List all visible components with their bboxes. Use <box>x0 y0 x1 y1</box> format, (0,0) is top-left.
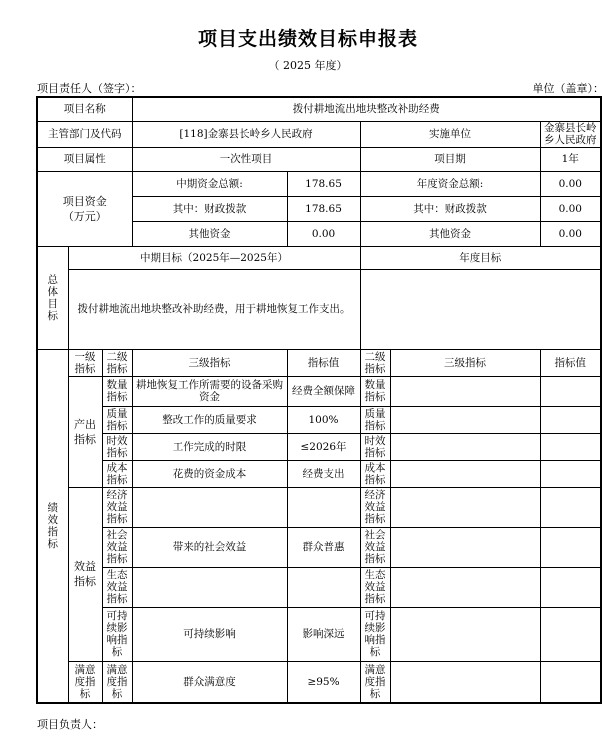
right-value-cell <box>540 433 601 460</box>
right-l2-cell: 社会效益指标 <box>360 527 390 567</box>
col-l1-header: 一级指标 <box>68 349 102 376</box>
l2-cell: 时效指标 <box>102 433 132 460</box>
value-cell: 经费全额保障 <box>287 376 360 406</box>
form-title: 项目支出绩效目标申报表 <box>197 28 418 50</box>
mid-total-value: 178.65 <box>287 171 360 196</box>
attr-label: 项目属性 <box>37 147 132 171</box>
col-l2-header: 二级指标 <box>102 349 132 376</box>
impl-unit-label: 实施单位 <box>360 121 540 147</box>
right-l3-cell <box>390 460 540 487</box>
right-l2-cell: 满意度指标 <box>360 661 390 703</box>
year-value: 2025 <box>283 59 311 72</box>
right-l3-cell <box>390 406 540 433</box>
right-value-cell <box>540 607 601 661</box>
value-cell: ≤2026年 <box>287 433 360 460</box>
year-total-label: 年度资金总额: <box>360 171 540 196</box>
l2-cell: 质量指标 <box>102 406 132 433</box>
right-l3-cell <box>390 433 540 460</box>
right-l2-cell: 数量指标 <box>360 376 390 406</box>
col-l3-header-right: 三级指标 <box>390 349 540 376</box>
period-label: 项目期 <box>360 147 540 171</box>
right-l3-cell <box>390 607 540 661</box>
l2-cell: 数量指标 <box>102 376 132 406</box>
right-l3-cell <box>390 376 540 406</box>
l2-cell: 成本指标 <box>102 460 132 487</box>
right-value-cell <box>540 527 601 567</box>
satisfaction-indicator-label: 满意度指标 <box>68 661 102 703</box>
l2-cell: 满意度指标 <box>102 661 132 703</box>
right-l3-cell <box>390 661 540 703</box>
l3-cell: 带来的社会效益 <box>132 527 287 567</box>
value-cell: 经费支出 <box>287 460 360 487</box>
mid-fiscal-value: 178.65 <box>287 196 360 221</box>
col-l2-header-right: 二级指标 <box>360 349 390 376</box>
year-other-value: 0.00 <box>540 221 601 246</box>
right-l2-cell: 质量指标 <box>360 406 390 433</box>
l2-cell: 经济效益指标 <box>102 487 132 527</box>
performance-form-table <box>36 96 602 704</box>
year-goal-header: 年度目标 <box>360 246 601 269</box>
mid-goal-header: 中期目标（2025年—2025年） <box>68 246 360 269</box>
value-cell: ≥95% <box>287 661 360 703</box>
l3-cell: 整改工作的质量要求 <box>132 406 287 433</box>
l2-cell: 社会效益指标 <box>102 527 132 567</box>
year-line <box>0 57 616 73</box>
l3-cell: 可持续影响 <box>132 607 287 661</box>
right-value-cell <box>540 376 601 406</box>
right-value-cell <box>540 661 601 703</box>
right-l2-cell: 经济效益指标 <box>360 487 390 527</box>
right-l2-cell: 可持续影响指标 <box>360 607 390 661</box>
right-l2-cell: 成本指标 <box>360 460 390 487</box>
value-cell: 影响深远 <box>287 607 360 661</box>
l2-cell: 可持续影响指标 <box>102 607 132 661</box>
l3-cell: 群众满意度 <box>132 661 287 703</box>
attr-value: 一次性项目 <box>132 147 360 171</box>
mid-fiscal-label: 其中：财政拨款 <box>132 196 287 221</box>
mid-other-value: 0.00 <box>287 221 360 246</box>
col-value-header: 指标值 <box>287 349 360 376</box>
right-l2-cell: 生态效益指标 <box>360 567 390 607</box>
right-l3-cell <box>390 527 540 567</box>
right-value-cell <box>540 487 601 527</box>
right-l3-cell <box>390 487 540 527</box>
year-open: （ <box>268 59 280 72</box>
dept-label: 主管部门及代码 <box>37 121 132 147</box>
year-fiscal-label: 其中：财政拨款 <box>360 196 540 221</box>
value-cell: 100% <box>287 406 360 433</box>
responsible-label: 项目责任人（签字）： <box>37 82 142 95</box>
col-l3-header: 三级指标 <box>132 349 287 376</box>
value-cell: 群众普惠 <box>287 527 360 567</box>
period-value: 1年 <box>540 147 601 171</box>
unit-seal-label: 单位（盖章）： <box>532 82 604 95</box>
l3-cell <box>132 567 287 607</box>
l2-cell: 生态效益指标 <box>102 567 132 607</box>
year-close: 年度） <box>314 59 348 72</box>
year-goal-text <box>360 269 601 349</box>
value-cell <box>287 487 360 527</box>
overall-goal-label: 总体目标 <box>37 246 68 349</box>
benefit-indicator-label: 效益指标 <box>68 487 102 661</box>
mid-total-label: 中期资金总额: <box>132 171 287 196</box>
project-name-label: 项目名称 <box>37 97 132 121</box>
value-cell <box>287 567 360 607</box>
col-value-header-right: 指标值 <box>540 349 601 376</box>
funds-label: 项目资金（万元） <box>37 171 132 246</box>
project-owner-label: 项目负责人： <box>37 718 103 731</box>
mid-goal-text: 拨付耕地流出地块整改补助经费，用于耕地恢复工作支出。 <box>68 269 360 349</box>
year-total-value: 0.00 <box>540 171 601 196</box>
l3-cell: 工作完成的时限 <box>132 433 287 460</box>
right-value-cell <box>540 567 601 607</box>
right-l2-cell: 时效指标 <box>360 433 390 460</box>
year-fiscal-value: 0.00 <box>540 196 601 221</box>
project-name-value: 拨付耕地流出地块整改补助经费 <box>132 97 601 121</box>
output-indicator-label: 产出指标 <box>68 376 102 487</box>
dept-value: [118]金寨县长岭乡人民政府 <box>132 121 360 147</box>
impl-unit-value: 金寨县长岭乡人民政府 <box>540 121 601 147</box>
l3-cell: 花费的资金成本 <box>132 460 287 487</box>
mid-other-label: 其他资金 <box>132 221 287 246</box>
year-other-label: 其他资金 <box>360 221 540 246</box>
l3-cell <box>132 487 287 527</box>
l3-cell: 耕地恢复工作所需要的设备采购资金 <box>132 376 287 406</box>
right-l3-cell <box>390 567 540 607</box>
right-value-cell <box>540 460 601 487</box>
indicators-label: 绩效指标 <box>37 349 68 703</box>
right-value-cell <box>540 406 601 433</box>
